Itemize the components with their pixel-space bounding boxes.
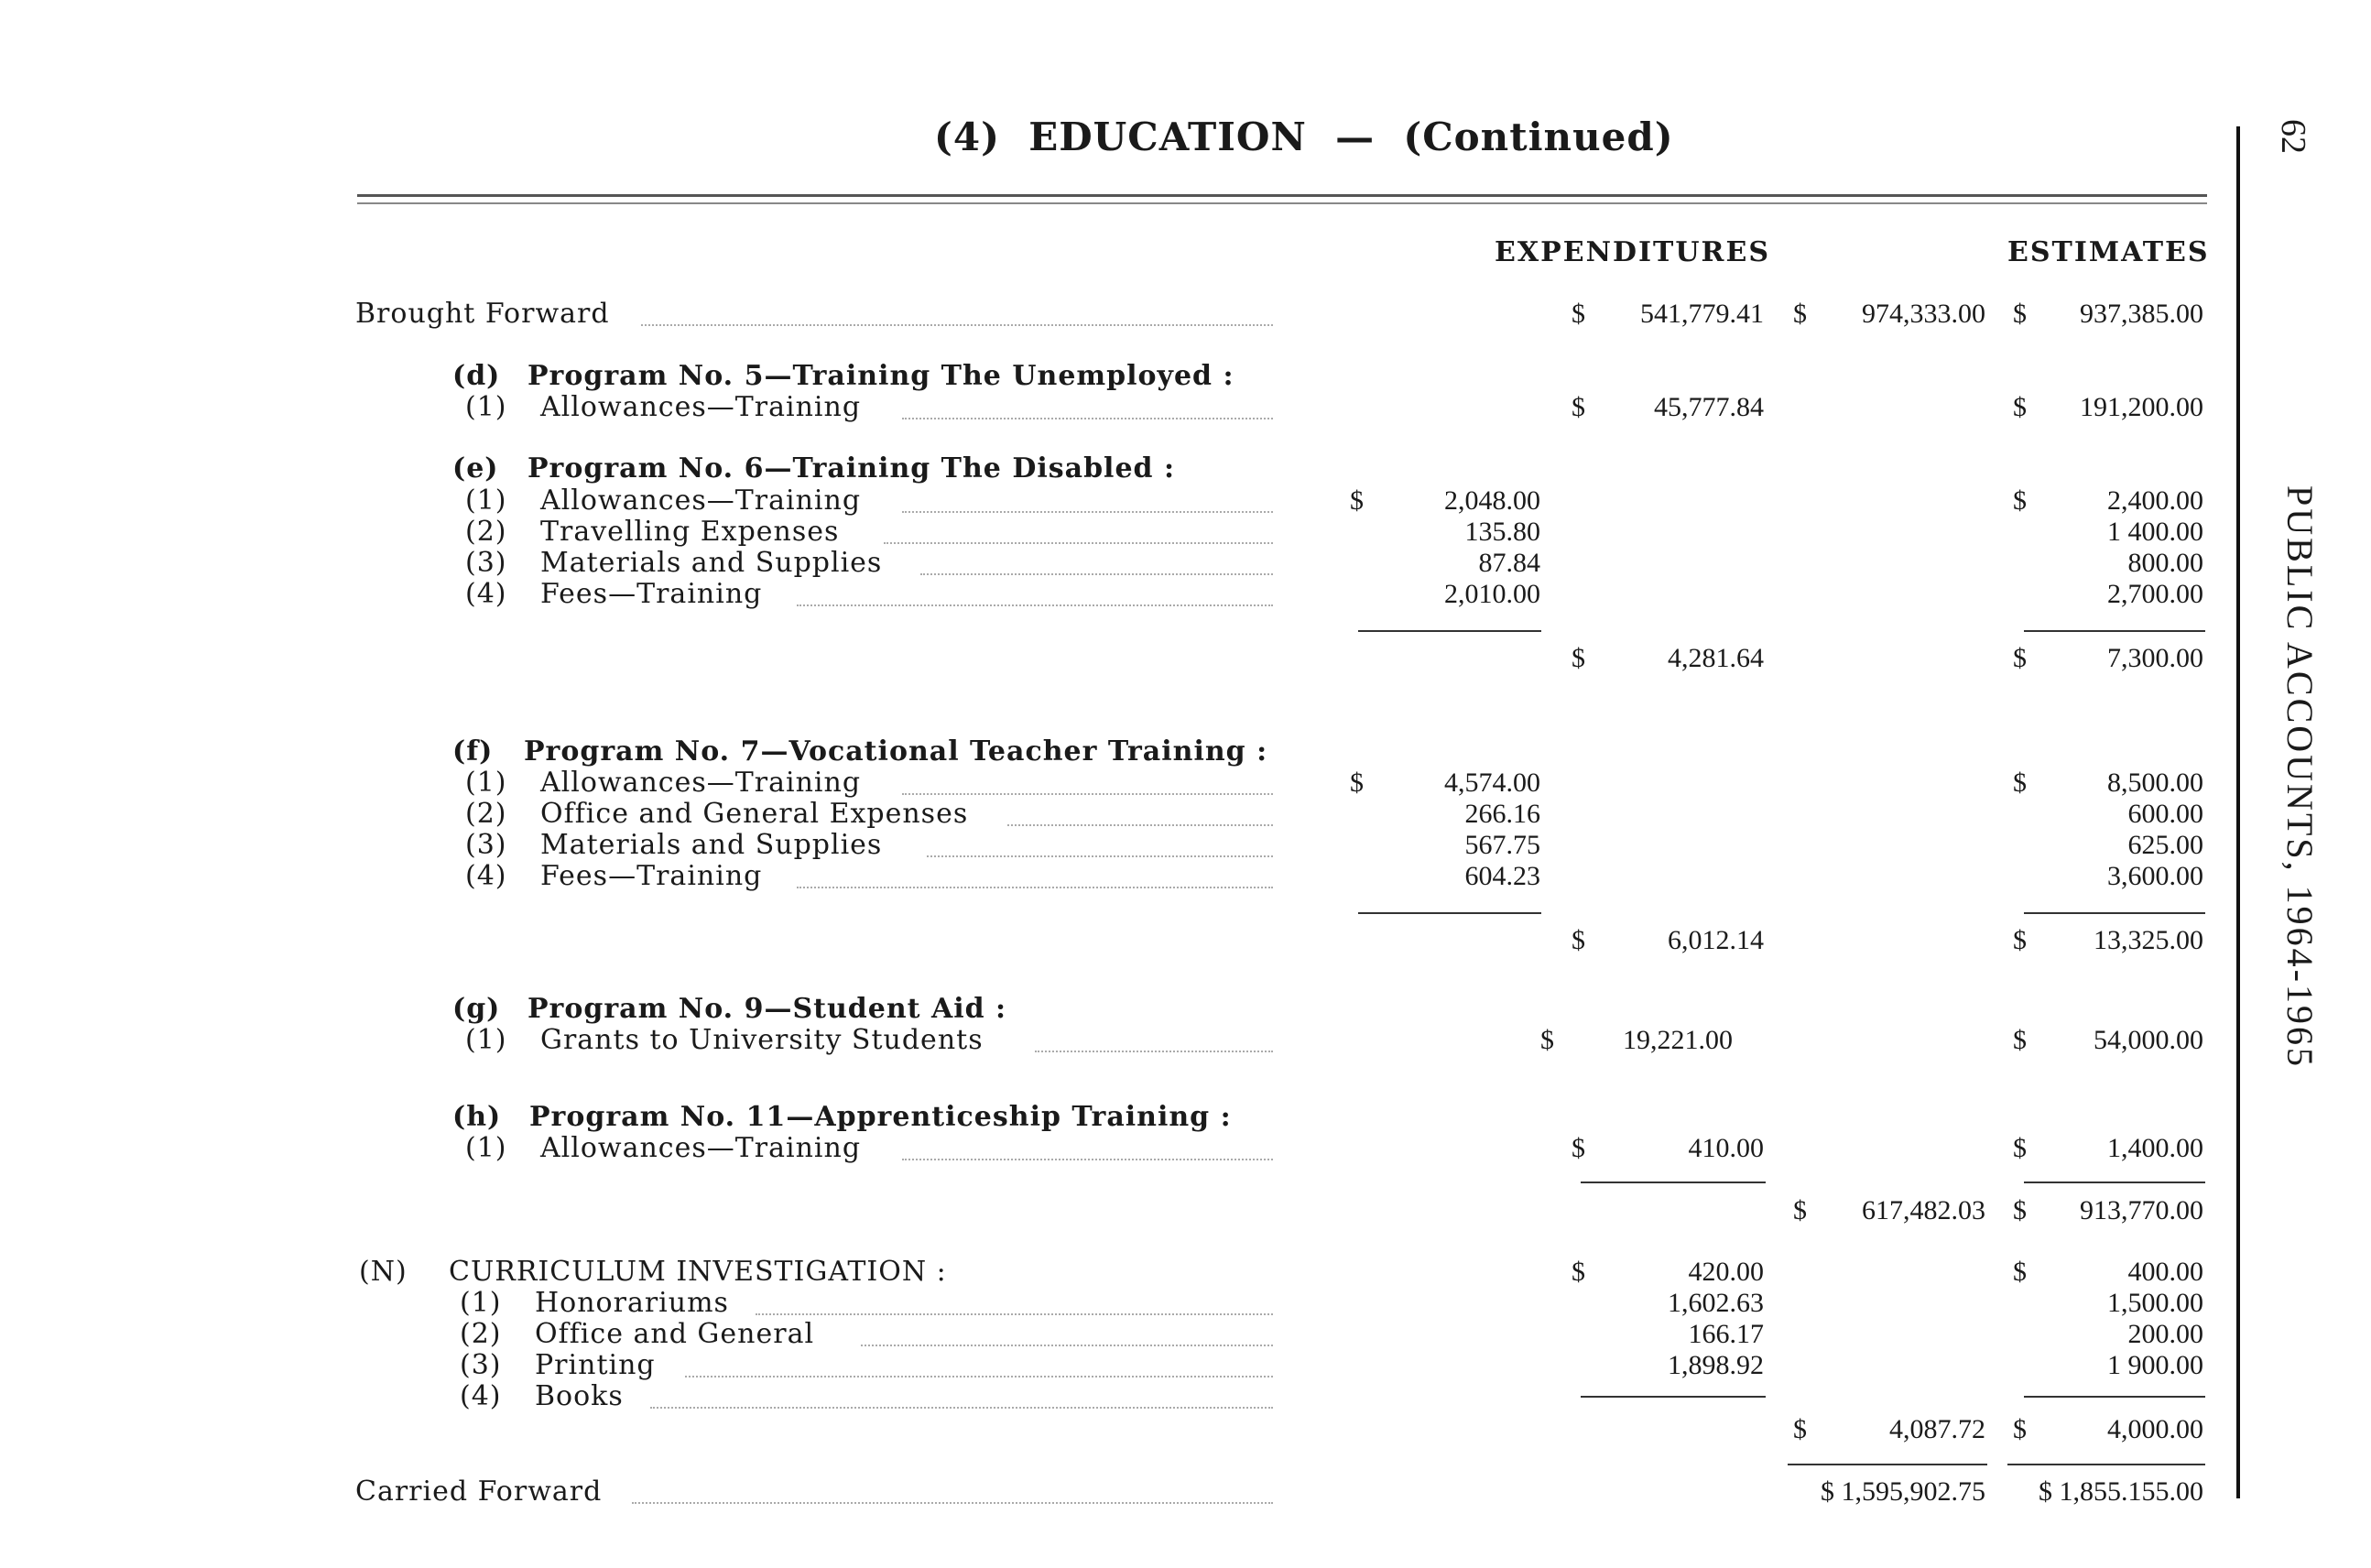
item-number: (1) (465, 1024, 507, 1056)
dollar-sign: $ (1572, 1133, 1585, 1163)
leader-dots (641, 302, 1273, 326)
dollar-sign: $ (1793, 299, 1807, 329)
carried-forward-expenditure: $ 1,595,902.75 (1821, 1476, 1985, 1507)
section-letter: (N) (359, 1256, 408, 1288)
dollar-sign: $ (1572, 1257, 1585, 1287)
leader-dots (884, 520, 1273, 544)
dollar-sign: $ (2013, 1195, 2027, 1225)
section-estimate-subtotal: 7,300.00 (2107, 643, 2203, 673)
page-number: 62 (2274, 119, 2312, 154)
dollar-sign: $ (2013, 1133, 2027, 1163)
item-number: (4) (465, 860, 507, 892)
subtotal-underline (1581, 1181, 1766, 1183)
dollar-sign: $ (1540, 1025, 1554, 1055)
leader-dots (902, 1137, 1273, 1160)
item-expenditure: 45,777.84 (1654, 392, 1764, 422)
item-estimate: 625.00 (2127, 830, 2203, 860)
item-estimate: 800.00 (2127, 548, 2203, 578)
item-estimate: 1 900.00 (2107, 1350, 2203, 1380)
leader-dots (797, 865, 1273, 888)
dollar-sign: $ (2013, 1025, 2027, 1055)
section-letter: (h) (452, 1101, 502, 1133)
total-underline (2007, 1464, 2205, 1465)
item-label: Allowances—Training (540, 391, 862, 423)
section-title: Program No. 7—Vocational Teacher Training : (524, 735, 1268, 768)
section-letter: (f) (452, 735, 494, 768)
dollar-sign: $ (2013, 1257, 2027, 1287)
total-underline (1788, 1464, 1987, 1465)
leader-dots (1035, 1029, 1273, 1052)
item-estimate: 3,600.00 (2107, 861, 2203, 891)
item-label: Allowances—Training (540, 485, 862, 517)
dollar-sign: $ (1572, 643, 1585, 673)
item-expenditure: 420.00 (1688, 1257, 1764, 1287)
dollar-sign: $ (1350, 768, 1364, 798)
item-number: (2) (460, 1318, 502, 1350)
subtotal-underline (2024, 1181, 2205, 1183)
subtotal-underline (2024, 1396, 2205, 1398)
leader-dots (902, 489, 1273, 513)
programs-estimate-total: 913,770.00 (2080, 1195, 2203, 1225)
section-subtotal: 6,012.14 (1668, 925, 1764, 955)
item-label: Materials and Supplies (540, 547, 883, 579)
item-label: Printing (535, 1349, 656, 1381)
dollar-sign: $ (2013, 643, 2027, 673)
expenditures-header: EXPENDITURES (1495, 236, 1770, 268)
dollar-sign: $ (2013, 485, 2027, 516)
leader-dots (632, 1480, 1273, 1504)
programs-total: 617,482.03 (1862, 1195, 1985, 1225)
item-estimate: 1,400.00 (2107, 1133, 2203, 1163)
item-number: (1) (465, 767, 507, 799)
leader-dots (797, 583, 1273, 606)
item-label: Office and General (535, 1318, 815, 1350)
item-detail-amount: 4,574.00 (1444, 768, 1540, 798)
item-detail-amount: 266.16 (1464, 799, 1540, 829)
item-estimate: 400.00 (2127, 1257, 2203, 1287)
item-detail-amount: 604.23 (1464, 861, 1540, 891)
item-estimate: 2,700.00 (2107, 579, 2203, 609)
header-rule-bottom (357, 202, 2207, 204)
item-number: (1) (465, 391, 507, 423)
item-detail-amount: 567.75 (1464, 830, 1540, 860)
item-label: Office and General Expenses (540, 798, 969, 830)
subtotal-underline (1358, 630, 1541, 632)
header-rule-top (357, 194, 2207, 197)
item-number: (3) (465, 547, 507, 579)
section-title: Program No. 6—Training The Disabled : (527, 452, 1176, 485)
item-expenditure: 410.00 (1688, 1133, 1764, 1163)
section-title: Program No. 5—Training The Unemployed : (527, 360, 1234, 392)
dollar-sign: $ (2013, 925, 2027, 955)
brought-forward-expenditure: 541,779.41 (1640, 299, 1764, 329)
leader-dots (1007, 802, 1273, 826)
section-subtotal: 4,281.64 (1668, 643, 1764, 673)
item-detail-amount: 2,048.00 (1444, 485, 1540, 516)
leader-dots (861, 1323, 1273, 1346)
item-label: Honorariums (535, 1287, 729, 1319)
item-label: Books (535, 1380, 624, 1412)
item-number: (3) (465, 829, 507, 861)
dollar-sign: $ (2013, 1414, 2027, 1444)
section-title: Program No. 11—Apprenticeship Training : (529, 1101, 1232, 1133)
dollar-sign: $ (1572, 392, 1585, 422)
item-number: (1) (460, 1287, 502, 1319)
leader-dots (756, 1291, 1273, 1315)
item-estimate: 8,500.00 (2107, 768, 2203, 798)
dollar-sign: $ (1350, 485, 1364, 516)
item-number: (1) (465, 485, 507, 517)
page-margin-bar (2236, 126, 2240, 1498)
leader-dots (902, 396, 1273, 419)
item-detail-amount: 2,010.00 (1444, 579, 1540, 609)
section-letter: (d) (452, 360, 501, 392)
item-expenditure: 19,221.00 (1623, 1025, 1733, 1055)
item-estimate: 200.00 (2127, 1319, 2203, 1349)
section-title: Program No. 9—Student Aid : (527, 993, 1007, 1025)
page-title: (4) EDUCATION — (Continued) (934, 114, 1674, 159)
item-label: Travelling Expenses (540, 516, 840, 548)
section-title: CURRICULUM INVESTIGATION : (449, 1256, 947, 1288)
item-number: (4) (465, 578, 507, 610)
item-estimate: 600.00 (2127, 799, 2203, 829)
item-label: Materials and Supplies (540, 829, 883, 861)
subtotal-underline (2024, 630, 2205, 632)
item-label: Fees—Training (540, 860, 763, 892)
dollar-sign: $ (2013, 768, 2027, 798)
leader-dots (920, 551, 1273, 575)
brought-forward-total: 974,333.00 (1862, 299, 1985, 329)
carried-forward-label: Carried Forward (355, 1475, 603, 1508)
section-estimate-subtotal: 13,325.00 (2094, 925, 2203, 955)
leader-dots (902, 771, 1273, 795)
section-estimate-total: 4,000.00 (2107, 1414, 2203, 1444)
item-number: (4) (460, 1380, 502, 1412)
item-label: Allowances—Training (540, 767, 862, 799)
item-estimate: 54,000.00 (2094, 1025, 2203, 1055)
item-expenditure: 1,898.92 (1668, 1350, 1764, 1380)
brought-forward-label: Brought Forward (355, 298, 610, 330)
item-number: (2) (465, 798, 507, 830)
item-estimate: 1,500.00 (2107, 1288, 2203, 1318)
item-expenditure: 1,602.63 (1668, 1288, 1764, 1318)
item-number: (1) (465, 1132, 507, 1164)
item-number: (2) (465, 516, 507, 548)
item-estimate: 2,400.00 (2107, 485, 2203, 516)
subtotal-underline (1358, 912, 1541, 914)
section-letter: (g) (452, 993, 501, 1025)
item-detail-amount: 135.80 (1464, 517, 1540, 547)
dollar-sign: $ (2013, 299, 2027, 329)
item-label: Grants to University Students (540, 1024, 984, 1056)
section-total: 4,087.72 (1889, 1414, 1985, 1444)
brought-forward-estimate: 937,385.00 (2080, 299, 2203, 329)
item-label: Allowances—Training (540, 1132, 862, 1164)
dollar-sign: $ (1793, 1414, 1807, 1444)
item-estimate: 1 400.00 (2107, 517, 2203, 547)
leader-dots (685, 1354, 1273, 1377)
side-title: PUBLIC ACCOUNTS, 1964-1965 (2279, 485, 2321, 1069)
subtotal-underline (1581, 1396, 1766, 1398)
section-letter: (e) (452, 452, 499, 485)
leader-dots (927, 833, 1273, 857)
carried-forward-estimate: $ 1,855.155.00 (2039, 1476, 2203, 1507)
dollar-sign: $ (1793, 1195, 1807, 1225)
dollar-sign: $ (1572, 925, 1585, 955)
item-detail-amount: 87.84 (1478, 548, 1540, 578)
estimates-header: ESTIMATES (2007, 236, 2210, 268)
leader-dots (650, 1385, 1273, 1409)
dollar-sign: $ (1572, 299, 1585, 329)
item-label: Fees—Training (540, 578, 763, 610)
item-estimate: 191,200.00 (2080, 392, 2203, 422)
dollar-sign: $ (2013, 392, 2027, 422)
subtotal-underline (2024, 912, 2205, 914)
item-expenditure: 166.17 (1688, 1319, 1764, 1349)
item-number: (3) (460, 1349, 502, 1381)
